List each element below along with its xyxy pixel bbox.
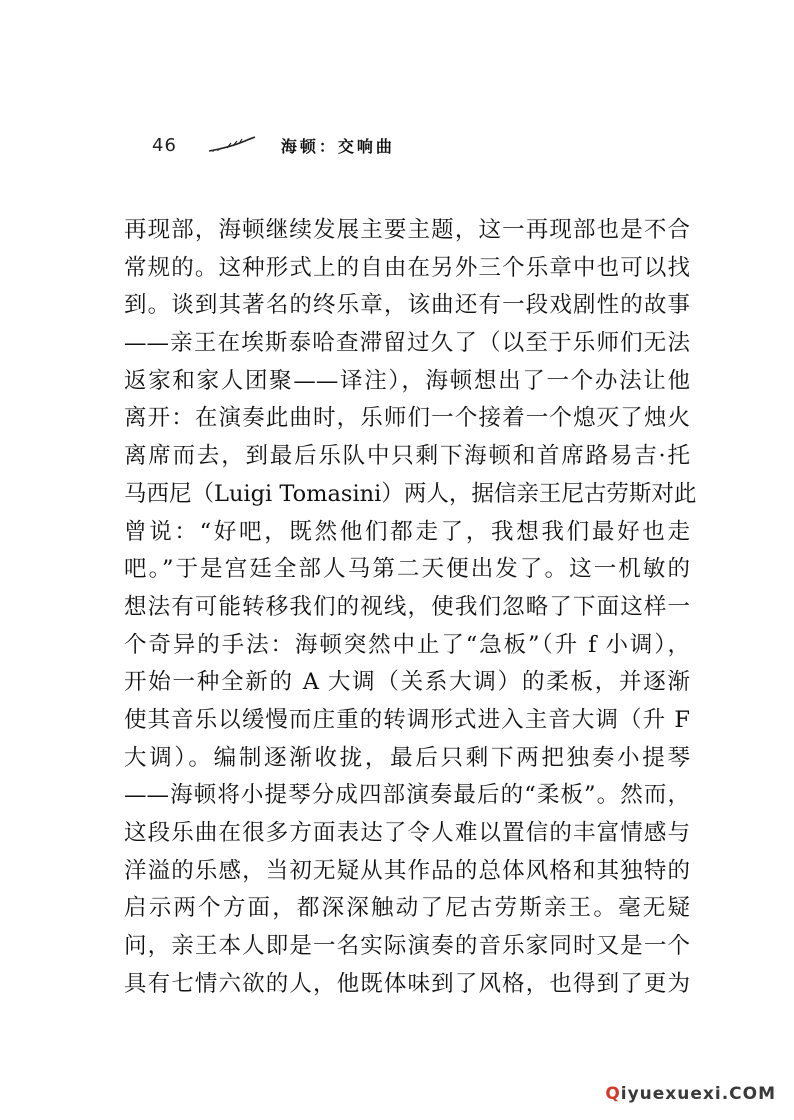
text-line: 个奇异的手法：海顿突然中止了“急板”（升 f 小调）， (124, 631, 690, 658)
text-line: 离开：在演奏此曲时，乐师们一个接着一个熄灭了烛火 (124, 405, 690, 432)
text-line: 到。谈到其著名的终乐章，该曲还有一段戏剧性的故事 (124, 292, 690, 319)
text-line: 马西尼（Luigi Tomasini）两人，据信亲王尼古劳斯对此 (124, 480, 697, 507)
text-line: 离席而去，到最后乐队中只剩下海顿和首席路易吉·托 (124, 443, 690, 470)
text-line: 吧。”于是宫廷全部人马第二天便出发了。这一机敏的 (124, 556, 690, 583)
watermark-accent-letter: Q (605, 1084, 621, 1104)
watermark-domain: iyuexuexi.COM (620, 1084, 776, 1104)
text-line: 问，亲王本人即是一名实际演奏的音乐家同时又是一个 (124, 933, 690, 960)
page-header (152, 132, 395, 158)
text-line: 想法有可能转移我们的视线，使我们忽略了下面这样一 (124, 593, 690, 620)
text-line: 这段乐曲在很多方面表达了令人难以置信的丰富情感与 (124, 820, 690, 846)
text-line: ——亲王在埃斯泰哈查滞留过久了（以至于乐师们无法 (124, 330, 690, 357)
text-line: 洋溢的乐感，当初无疑从其作品的总体风格和其独特的 (124, 857, 690, 884)
site-watermark (605, 1084, 776, 1104)
text-line: 再现部，海顿继续发展主要主题，这一再现部也是不合 (124, 217, 690, 243)
body-text (124, 212, 697, 1003)
running-title: 海顿：交响曲 (280, 136, 395, 156)
text-line: ——海顿将小提琴分成四部演奏最后的“柔板”。然而， (124, 782, 690, 809)
text-line: 启示两个方面，都深深触动了尼古劳斯亲王。毫无疑 (124, 895, 690, 922)
text-line: 使其音乐以缓慢而庄重的转调形式进入主音大调（升 F (124, 706, 690, 733)
text-line: 具有七情六欲的人，他既体味到了风格，也得到了更为 (124, 970, 690, 997)
text-line: 开始一种全新的 A 大调（关系大调）的柔板，并逐渐 (124, 669, 690, 696)
page-number: 46 (152, 134, 177, 156)
text-line: 大调）。编制逐渐收拢，最后只剩下两把独奏小提琴 (124, 744, 690, 771)
text-line: 常规的。这种形式上的自由在另外三个乐章中也可以找 (124, 254, 690, 281)
quill-flourish-icon (207, 135, 257, 155)
text-line: 曾说：“好吧，既然他们都走了，我想我们最好也走 (124, 518, 690, 545)
text-line: 返家和家人团聚——译注），海顿想出了一个办法让他 (124, 367, 690, 394)
